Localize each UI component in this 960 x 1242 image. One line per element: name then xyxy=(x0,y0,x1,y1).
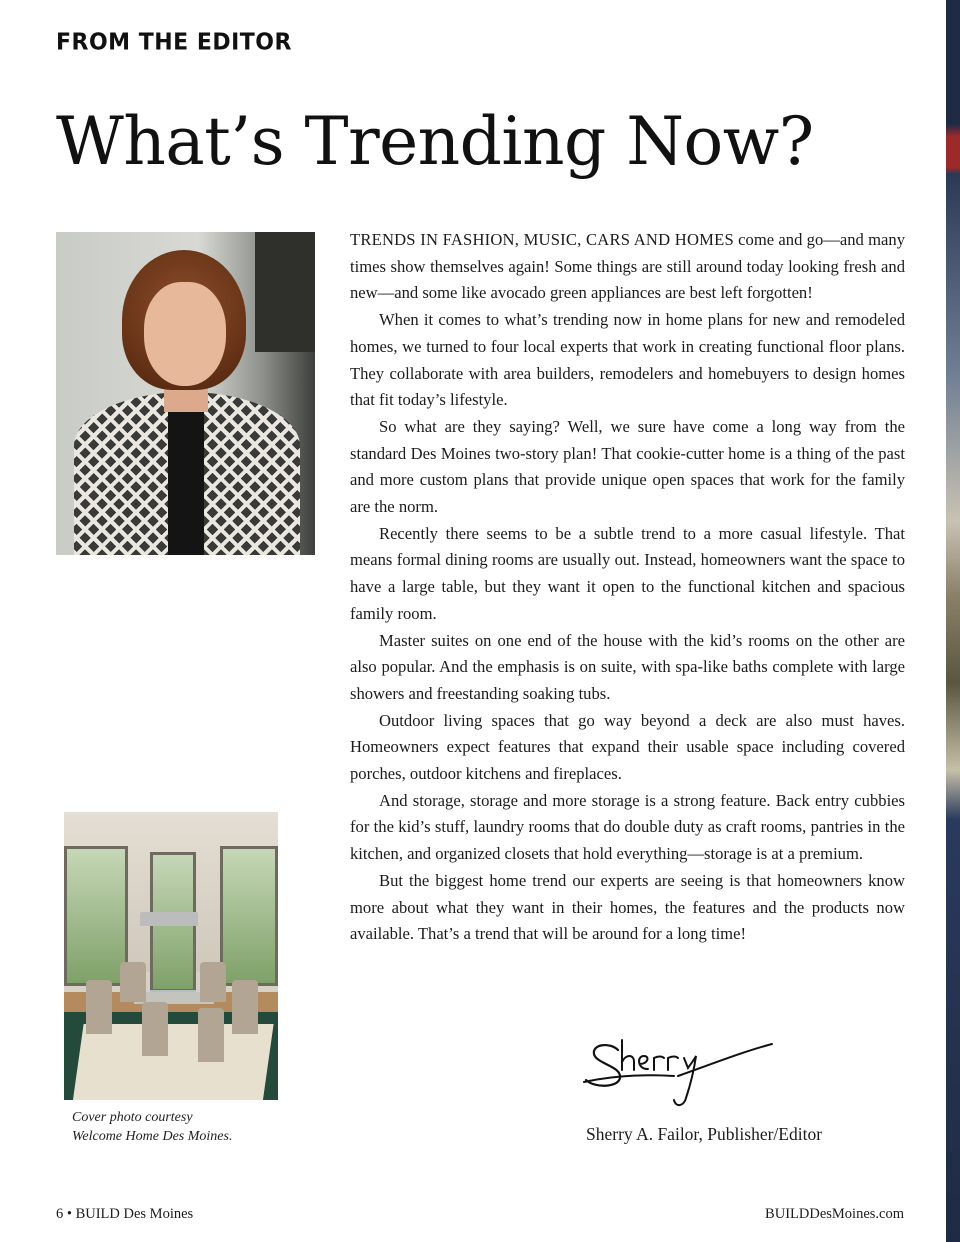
adjacent-page-edge xyxy=(946,0,960,1242)
portrait-face xyxy=(144,282,226,386)
article-paragraph: And storage, storage and more storage is a strong feature. Back entry cubbies for the kid’s stuff, laundry rooms that do double duty as craft rooms, pantries in the kitchen, and organized closets that hold everything—storage is at a premium. xyxy=(350,790,905,864)
signature-name: Sherry A. Failor, Publisher/Editor xyxy=(586,1124,823,1144)
cover-photo-caption xyxy=(72,1108,312,1146)
article-lead-paragraph xyxy=(350,227,905,307)
article-body xyxy=(350,227,905,948)
cover-photo-window xyxy=(64,846,128,986)
editor-portrait-photo xyxy=(56,232,315,555)
cover-photo-chair xyxy=(120,962,146,1002)
article-paragraph: So what are they saying? Well, we sure have come a long way from the standard Des Moines two-story plan! That cookie-cutter home is a thing of the past and more custom plans that provide unique open spaces that work for the family are the norm. xyxy=(350,416,905,517)
article-paragraph: Outdoor living spaces that go way beyond a deck are also must haves. Homeowners expect features that expand their usable space including covered porches, outdoor kitchens and fireplaces. xyxy=(350,710,905,784)
article-paragraph: But the biggest home trend our experts are seeing is that homeowners know more about what they want in their homes, the features and the products now available. That’s a trend that will be around for a long time! xyxy=(350,870,905,944)
portrait-top xyxy=(168,402,204,555)
article-paragraph: Master suites on one end of the house with the kid’s rooms on the other are also popular. And the emphasis is on suite, with spa-like baths complete with large showers and freestanding soaking tubs. xyxy=(350,630,905,703)
article-lead-rest: come and go—and many times show themselves again! Some things are still around today looking fresh and new—and some like avocado green appliances are best left forgotten! xyxy=(350,230,905,303)
cover-photo-rug-center xyxy=(72,1024,273,1100)
portrait-background-window xyxy=(255,232,315,352)
caption-line: Welcome Home Des Moines. xyxy=(72,1129,233,1144)
cover-photo-chair xyxy=(86,980,112,1034)
section-label: FROM THE EDITOR xyxy=(56,29,292,56)
cover-photo-chair xyxy=(142,1002,168,1056)
cover-photo-chair xyxy=(200,962,226,1002)
footer-website: BUILDDesMoines.com xyxy=(765,1206,904,1222)
cover-photo-window xyxy=(220,846,278,986)
article-lead-caps: TRENDS IN FASHION, MUSIC, CARS AND HOMES xyxy=(350,230,734,249)
cover-photo xyxy=(64,812,278,1100)
cover-photo-chair xyxy=(198,1008,224,1062)
editor-signature xyxy=(582,1036,777,1112)
article-paragraph: Recently there seems to be a subtle trend to a more casual lifestyle. That means formal dining rooms are usually out. Instead, homeowners want the space to have a large table, but they want it open to the functional kitchen and spacious family room. xyxy=(350,523,905,623)
article-paragraph: When it comes to what’s trending now in home plans for new and remodeled homes, we turned to four local experts that work in creating functional floor plans. They collaborate with area builders, remodelers and homebuyers to design homes that fit today’s lifestyle. xyxy=(350,310,905,410)
caption-line: Cover photo courtesy xyxy=(72,1110,193,1125)
headline: What’s Trending Now? xyxy=(56,103,814,180)
cover-photo-chair xyxy=(232,980,258,1034)
cover-photo-chandelier xyxy=(140,912,198,926)
page-folio: 6 • BUILD Des Moines xyxy=(56,1206,194,1222)
